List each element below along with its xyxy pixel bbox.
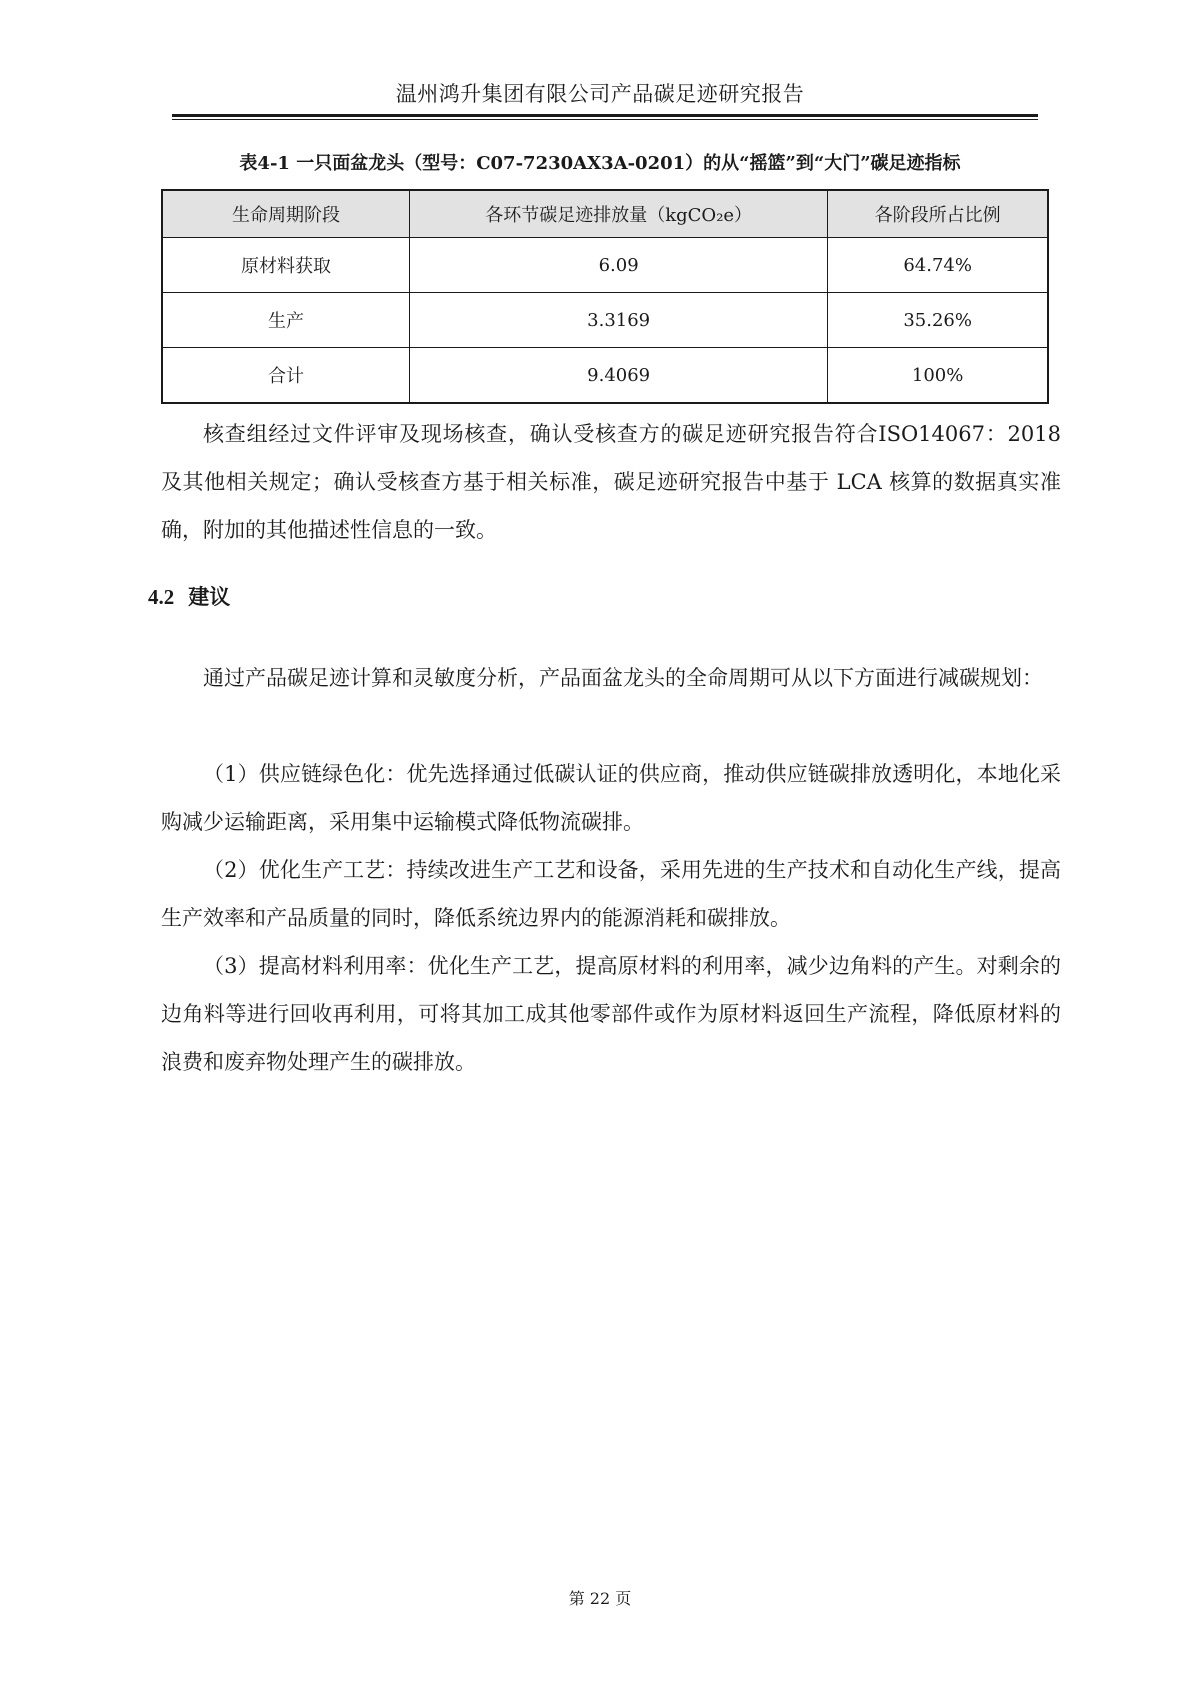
section-title: 建议	[188, 584, 231, 609]
header-divider-thin	[172, 119, 1038, 120]
page-number: 第 22 页	[568, 1589, 632, 1608]
cell-emission: 9.4069	[410, 348, 828, 404]
cell-emission: 6.09	[410, 238, 828, 293]
table-header-row	[162, 190, 1048, 238]
header-divider-thick	[172, 114, 1038, 117]
table-row	[162, 238, 1048, 293]
section-heading	[148, 581, 230, 611]
cell-stage: 原材料获取	[162, 238, 410, 293]
table-row-total	[162, 348, 1048, 404]
cell-share: 35.26%	[828, 293, 1048, 348]
conclusion-paragraph: 核查组经过文件评审及现场核查，确认受核查方的碳足迹研究报告符合ISO14067：2018 及其他相关规定；确认受核查方基于相关标准，碳足迹研究报告中基于 LCA 核算的数据真实准确，附加的其他描述性信息的一致。	[161, 422, 1061, 542]
section-number: 4.2	[148, 585, 175, 609]
report-header-title: 温州鸿升集团有限公司产品碳足迹研究报告	[395, 82, 805, 106]
column-header-emission: 各环节碳足迹排放量（kgCO₂e）	[410, 190, 828, 238]
cell-share: 100%	[828, 348, 1048, 404]
recommendation-item: （3）提高材料利用率：优化生产工艺，提高原材料的利用率，减少边角料的产生。对剩余的边角料等进行回收再利用，可将其加工成其他零部件或作为原材料返回生产流程，降低原材料的浪费和废弃物处理产生的碳排放。	[161, 954, 1061, 1074]
carbon-footprint-table	[161, 189, 1049, 404]
recommendations-intro: 通过产品碳足迹计算和灵敏度分析，产品面盆龙头的全命周期可从以下方面进行减碳规划：	[203, 666, 1043, 690]
recommendation-item: （2）优化生产工艺：持续改进生产工艺和设备，采用先进的生产技术和自动化生产线，提高生产效率和产品质量的同时，降低系统边界内的能源消耗和碳排放。	[161, 858, 1061, 930]
cell-emission: 3.3169	[410, 293, 828, 348]
column-header-share: 各阶段所占比例	[828, 190, 1048, 238]
column-header-stage: 生命周期阶段	[162, 190, 410, 238]
cell-share: 64.74%	[828, 238, 1048, 293]
table-caption: 表4-1 一只面盆龙头（型号：C07-7230AX3A-0201）的从“摇篮”到“大门”碳足迹指标	[239, 153, 961, 174]
cell-stage: 生产	[162, 293, 410, 348]
cell-stage: 合计	[162, 348, 410, 404]
recommendation-item: （1）供应链绿色化：优先选择通过低碳认证的供应商，推动供应链碳排放透明化，本地化采购减少运输距离，采用集中运输模式降低物流碳排。	[161, 762, 1061, 834]
table-row	[162, 293, 1048, 348]
